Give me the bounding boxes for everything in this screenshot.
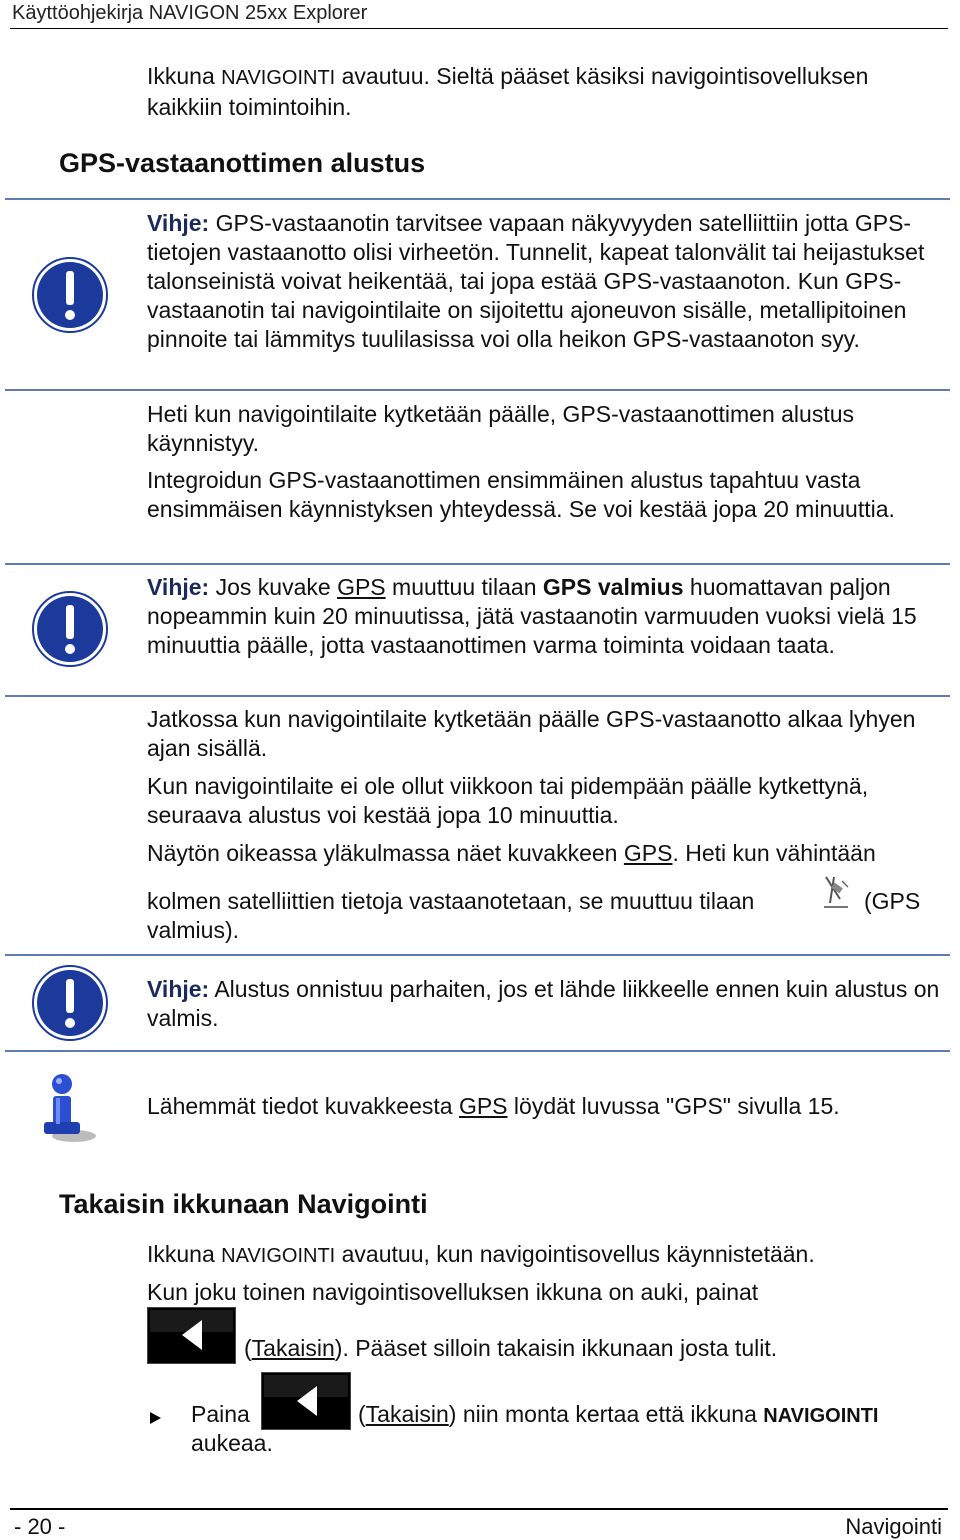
bullet-text: aukeaa. <box>191 1430 273 1456</box>
note-text: huomattavan paljon nopeammin kuin 20 minuutissa, jätä vastaanotin varmuuden vuoksi vielä 15 minuuttia päälle, jotta vastaanottimen varma toiminta voidaan taata. <box>147 574 917 658</box>
paragraph-gps-icon <box>147 839 947 868</box>
footer-section: Navigointi <box>845 1514 942 1539</box>
paragraph: Kun joku toinen navigointisovelluksen ikkuna on auki, painat <box>147 1279 759 1305</box>
gps-ready-term: GPS valmius <box>542 574 684 600</box>
info-paragraph <box>147 1092 947 1121</box>
paragraph <box>147 1240 947 1271</box>
gps-link[interactable]: GPS <box>458 1093 508 1119</box>
header-title: Käyttöohjekirja NAVIGON 25xx Explorer <box>12 2 368 24</box>
section-heading-gps: GPS-vastaanottimen alustus <box>59 148 426 178</box>
gps-link[interactable]: GPS <box>337 574 386 600</box>
info-text: Lähemmät tiedot kuvakkeesta <box>147 1093 459 1119</box>
note-rule-top <box>5 563 950 565</box>
warning-icon <box>32 257 108 333</box>
paragraph: Integroidun GPS-vastaanottimen ensimmäinen alustus tapahtuu vasta ensimmäisen käynnistyksen yhteydessä. Se voi kestää jopa 20 minuuttia. <box>147 467 895 522</box>
note-label: Vihje: <box>147 574 210 600</box>
note-text: GPS-vastaanotin tarvitsee vapaan näkyvyyden satelliittiin jotta GPS-tietojen vastaanotto olisi virheetön. Tunnelit, kapeat talonvälit tai heijastukset talonseinistä voivat heikentää, tai jopa estää GPS-vastaanoton. Kun GPS-vastaanotin tai navigointilaite on sijoitettu ajoneuvon sisälle, metallipitoinen pinnoite tai lämmitys tuulilasissa voi olla heikon GPS-vastaanoton syy. <box>147 210 925 352</box>
header-rule <box>10 28 948 29</box>
gps-link[interactable]: GPS <box>623 840 673 866</box>
intro-text-1: Ikkuna <box>147 63 222 89</box>
note-rule-bottom <box>5 389 950 391</box>
back-link[interactable]: Takaisin <box>365 1401 449 1427</box>
paragraph: Kun navigointilaite ei ole ollut viikkoon tai pidempään päälle kytkettynä, seuraava alustus voi kestää jopa 10 minuuttia. <box>147 773 869 828</box>
paragraph: (Takaisin). Pääset silloin takaisin ikkunaan josta tulit. <box>244 1335 778 1361</box>
paragraph-text: Näytön oikeassa yläkulmassa näet kuvakkeen <box>147 840 624 866</box>
back-link[interactable]: Takaisin <box>251 1335 335 1361</box>
satellite-icon <box>820 873 852 911</box>
bullet-arrow-icon <box>148 1411 162 1425</box>
bullet-text: (Takaisin) niin monta kertaa että ikkuna NAVIGOINTI <box>358 1401 879 1427</box>
info-icon <box>38 1072 100 1144</box>
intro-paragraph <box>147 62 947 122</box>
intro-text-2: avautuu. Sieltä pääset käsiksi navigointisovelluksen kaikkiin toimintoihin. <box>147 63 869 120</box>
paragraph-text: kolmen satelliittien tietoja vastaanotetaan, se muuttuu tilaan <box>147 888 755 914</box>
note-rule-top <box>5 954 950 956</box>
section-heading-back: Takaisin ikkunaan Navigointi <box>59 1189 428 1219</box>
note-rule-top <box>5 198 950 200</box>
note-rule-bottom <box>5 695 950 697</box>
paragraph-text: Ikkuna <box>147 1241 222 1267</box>
note-text: muuttuu tilaan <box>385 574 543 600</box>
intro-window-name: NAVIGOINTI <box>221 67 336 89</box>
info-text: löydät luvussa "GPS" sivulla 15. <box>507 1093 840 1119</box>
paragraph-text: valmius). <box>147 917 240 943</box>
note-label: Vihje: <box>147 976 210 1002</box>
note-text: Jos kuvake <box>209 574 338 600</box>
warning-icon <box>32 591 108 667</box>
paragraph: Jatkossa kun navigointilaite kytketään päälle GPS-vastaanotto alkaa lyhyen ajan sisällä. <box>147 706 916 761</box>
paragraph-text: . Heti kun vähintään <box>672 840 876 866</box>
page-number: - 20 - <box>14 1514 66 1539</box>
bullet-text-2: ) niin monta kertaa että ikkuna <box>448 1401 764 1427</box>
note-text: Alustus onnistuu parhaiten, jos et lähde liikkeelle ennen kuin alustus on valmis. <box>147 976 940 1031</box>
window-name: NAVIGOINTI <box>763 1405 879 1427</box>
note-3 <box>147 975 947 1033</box>
back-button-icon[interactable] <box>147 1307 236 1364</box>
paragraph-text: avautuu, kun navigointisovellus käynnistetään. <box>335 1241 815 1267</box>
bullet-text: Paina <box>191 1401 250 1427</box>
footer-rule <box>10 1508 948 1510</box>
window-name: NAVIGOINTI <box>221 1245 336 1267</box>
note-rule-bottom <box>5 1050 950 1052</box>
note-1 <box>147 209 947 354</box>
back-button-icon[interactable] <box>261 1372 351 1430</box>
paragraph-text: ). Pääset silloin takaisin ikkunaan josta tulit. <box>334 1335 778 1361</box>
warning-icon <box>32 965 108 1041</box>
paragraph-text: (GPS <box>864 888 921 914</box>
paragraph: Heti kun navigointilaite kytketään päälle, GPS-vastaanottimen alustus käynnistyy. <box>147 401 855 456</box>
note-2 <box>147 573 947 660</box>
note-label: Vihje: <box>147 210 210 236</box>
